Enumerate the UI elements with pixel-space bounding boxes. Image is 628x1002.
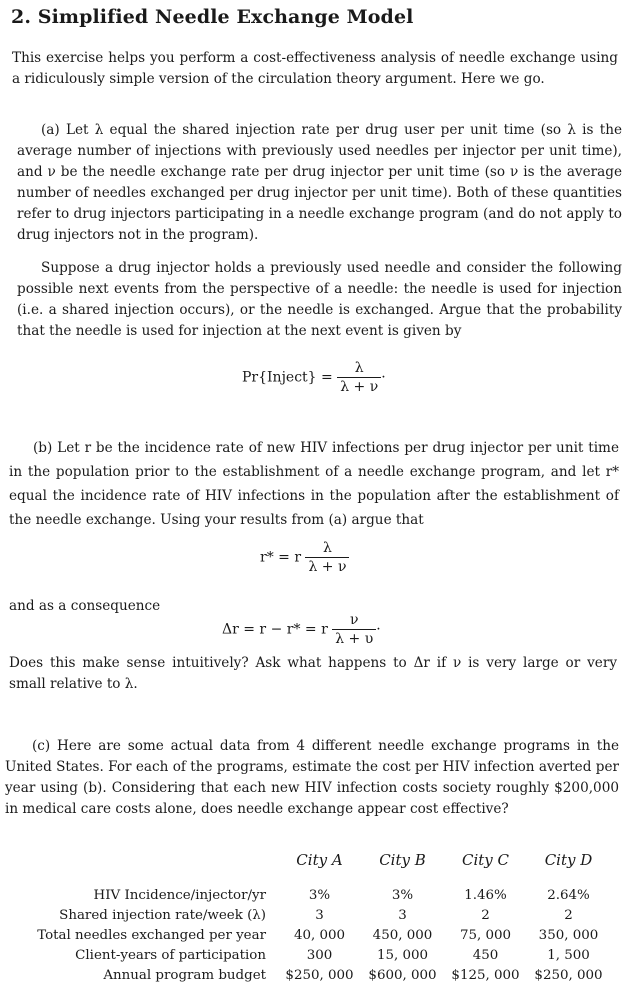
fraction-numerator: ν: [349, 612, 359, 628]
part-b-question: Does this make sense intuitively? Ask what happens to Δr if ν is very large or very small relative to λ.: [9, 655, 617, 692]
equation-fraction: [332, 612, 376, 647]
equation-r-star: [260, 540, 349, 575]
table-cell: 300: [306, 948, 333, 963]
table-row: [8, 906, 610, 926]
consequence-text: and as a consequence: [9, 598, 161, 614]
part-b-paragraph: (b) Let r be the incidence rate of new HIV infections per drug injector per unit time in the population prior to the establishment of a needle exchange program, and let r* equal the incidence rate of HIV infections in the population after the establishment of the needle exchange. Using your results from (a) argue that: [9, 440, 619, 528]
row-label: Annual program budget: [103, 968, 266, 983]
table-cell: 3: [398, 908, 407, 923]
table-cell: 450, 000: [372, 928, 433, 943]
table-cell: 2: [564, 908, 573, 923]
table-cell: 75, 000: [459, 928, 512, 943]
table-cell: 3%: [308, 888, 331, 903]
table-row: [8, 886, 610, 906]
table-cell: 1, 500: [547, 948, 590, 963]
equation-fraction: [337, 360, 381, 395]
table-cell: 2: [481, 908, 490, 923]
column-header: City D: [544, 851, 593, 869]
fraction-denominator: λ + υ: [335, 631, 374, 647]
row-label: Client-years of participation: [75, 948, 266, 963]
table-cell: 15, 000: [376, 948, 429, 963]
column-header: City B: [379, 851, 426, 869]
intro-paragraph: This exercise helps you perform a cost-effectiveness analysis of needle exchange using a ridiculously simple version of the circulation theory argument. Here we go.: [12, 50, 618, 87]
part-c-paragraph: (c) Here are some actual data from 4 different needle exchange programs in the United States. For each of the programs, estimate the cost per HIV infection averted per year using (b). Considering that each new HIV infection costs society roughly $200,000 in medical care costs alone, does needle exchange appear cost effective?: [5, 738, 619, 817]
table-cell: $125, 000: [451, 968, 520, 983]
fraction-numerator: λ: [354, 360, 364, 376]
table-cell: 350, 000: [538, 928, 599, 943]
table-cell: 40, 000: [293, 928, 346, 943]
table-header-row: [8, 850, 610, 886]
row-label: HIV Incidence/injector/yr: [93, 888, 266, 903]
fraction-numerator: λ: [323, 540, 332, 556]
part-a-paragraph: (a) Let λ equal the shared injection rate per drug user per unit time (so λ is the average number of injections with previously used needles per injector per unit time), and ν be the needle exchange rate per drug injector per unit time (so ν is the average number of needles exchanged per drug injector per unit time). Both of these quantities refer to drug injectors participating in a needle exchange program (and do not apply to drug injectors not in the program).: [17, 122, 622, 243]
equation-fraction: [305, 540, 349, 575]
table-row: [8, 926, 610, 946]
row-label: Total needles exchanged per year: [37, 928, 266, 943]
table-cell: $250, 000: [285, 968, 354, 983]
equation-lhs: r* = r: [260, 549, 302, 566]
table-cell: 3: [315, 908, 324, 923]
row-label: Shared injection rate/week (λ): [59, 908, 266, 923]
column-header: City C: [461, 851, 510, 869]
table-cell: 3%: [391, 888, 414, 903]
equation-delta-r: Δr = r − r* = r $\frac{\nu}{\lambda + \upsilon}$ ·: [222, 612, 381, 647]
equation-lhs: Pr{Inject} =: [242, 369, 333, 386]
fraction-denominator: λ + ν: [308, 559, 347, 575]
table-cell: 450: [472, 948, 499, 963]
table-row: [8, 946, 610, 966]
table-cell: $250, 000: [534, 968, 603, 983]
equation-pr-inject: Pr{Inject} = $\frac{\lambda}{\lambda + \nu}$ ·: [242, 360, 386, 395]
part-a-argument-paragraph: Suppose a drug injector holds a previously used needle and consider the following possible next events from the perspective of a needle: the needle is used for injection (i.e. a shared injection occurs), or the needle is exchanged. Argue that the probability that the needle is used for injection at the next event is given by: [17, 260, 622, 339]
fraction-denominator: λ + ν: [340, 379, 379, 395]
table-cell: 1.46%: [464, 888, 507, 903]
data-table: [8, 850, 610, 986]
equation-lhs: Δr = r − r* = r: [222, 621, 328, 638]
table-row: [8, 966, 610, 986]
column-header: City A: [296, 851, 343, 869]
table-cell: 2.64%: [547, 888, 590, 903]
table-cell: $600, 000: [368, 968, 437, 983]
section-heading: 2. Simplified Needle Exchange Model: [11, 6, 414, 28]
